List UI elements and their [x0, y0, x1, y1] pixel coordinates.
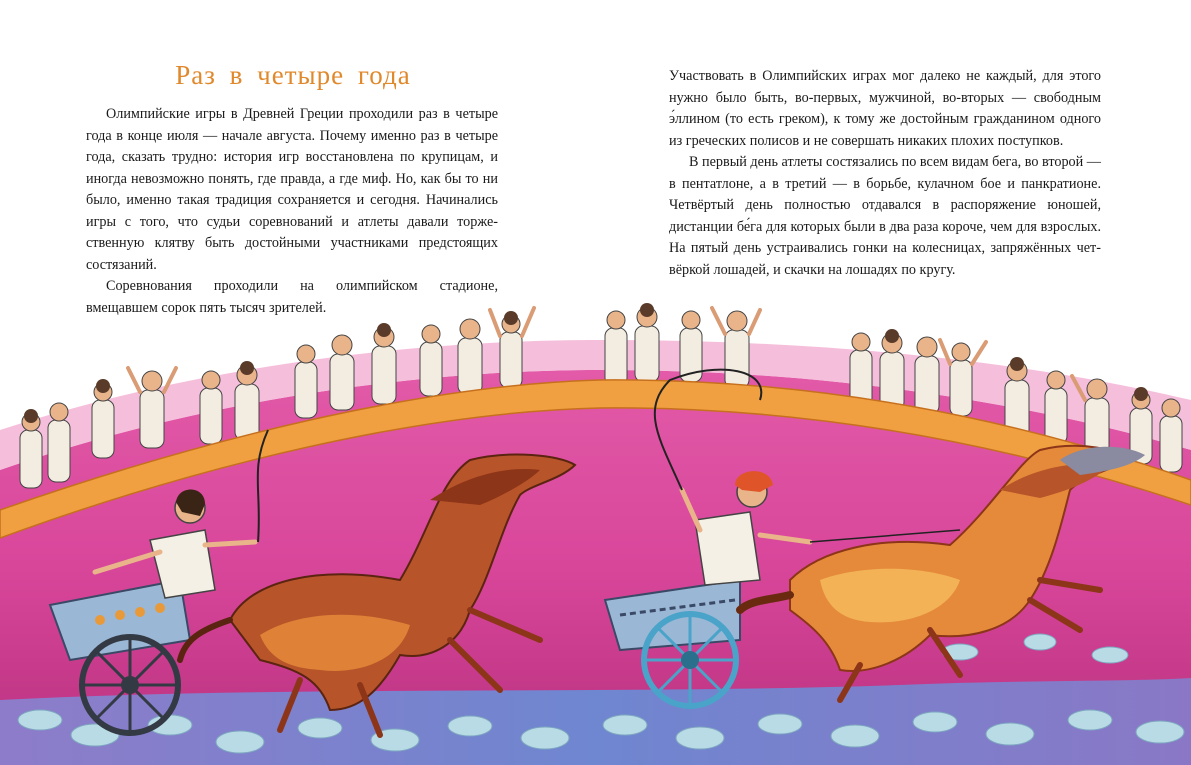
chariot-race-illustration [0, 280, 1191, 765]
illustration-svg [0, 280, 1191, 765]
paragraph: Олимпийские игры в Древней Греции проходили раз в четыре года в конце июля — начале августа. Почему именно раз в четыре года, сказать трудно: история игр восстановлена по крупицам, и иногда невозможно понять, где правда, а где миф. Но, как бы то ни было, именно такая традиция сохраняется и сегодня. Начинались игры с того, что судьи соревнований и атлеты давали торжественную клятву быть достойными участниками предстоящих состязаний. [86, 106, 498, 273]
right-text-column [669, 66, 1101, 281]
paragraph: Соревнования проходили на олимпийском стадионе, вмещавшем сорок пять тысяч зрителей. [86, 278, 498, 316]
page-heading: Раз в четыре года [175, 60, 411, 90]
paragraph: Участвовать в Олимпийских играх мог далеко не каждый, для этого нужно было быть, во-первых, мужчиной, во-вторых — свободным э́ллином (то есть греком), к тому же достойным гражданином одного из греческих полисов и не совершать никаких плохих поступков. [669, 68, 1101, 149]
paragraph: В первый день атлеты состязались по всем видам бега, во второй — в пентатлоне, а в третий — в борьбе, кулачном бое и панкратионе. Четвёртый день полностью отдавался в распоряжение юношей, дистанции бе́га для которых были в два раза короче, чем для взрослых. На пятый день устраивались гонки на колесницах, запряжённых четвёркой лошадей, и скачки на лошадях по кругу. [669, 154, 1101, 278]
